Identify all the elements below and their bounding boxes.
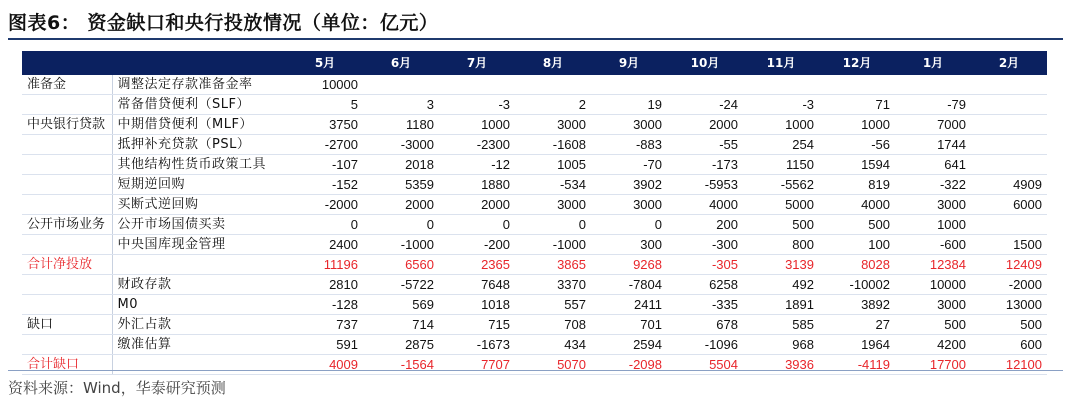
table-row [22, 195, 1047, 215]
category-cell [22, 335, 112, 355]
column-header: 7月 [439, 51, 515, 75]
value-cell: 3000 [591, 195, 667, 215]
value-cell: -3 [743, 95, 819, 115]
category-cell [22, 135, 112, 155]
table-row [22, 95, 1047, 115]
value-cell: 1000 [819, 115, 895, 135]
value-cell: 1500 [971, 235, 1047, 255]
value-cell: 500 [971, 315, 1047, 335]
value-cell: 3370 [515, 275, 591, 295]
value-cell: 1018 [439, 295, 515, 315]
value-cell: 500 [743, 215, 819, 235]
value-cell: 0 [287, 215, 363, 235]
item-cell [112, 355, 287, 375]
value-cell: 715 [439, 315, 515, 335]
table-header-row [22, 51, 1047, 75]
value-cell: -107 [287, 155, 363, 175]
value-cell: -24 [667, 95, 743, 115]
value-cell: 1000 [895, 215, 971, 235]
value-cell: 71 [819, 95, 895, 115]
value-cell: 0 [439, 215, 515, 235]
column-header: 6月 [363, 51, 439, 75]
value-cell: 17700 [895, 355, 971, 375]
value-cell: -1673 [439, 335, 515, 355]
value-cell [895, 75, 971, 95]
column-header: 10月 [667, 51, 743, 75]
value-cell: -3000 [363, 135, 439, 155]
value-cell: 6560 [363, 255, 439, 275]
value-cell: 2810 [287, 275, 363, 295]
column-header: 12月 [819, 51, 895, 75]
category-cell [22, 235, 112, 255]
value-cell: -3 [439, 95, 515, 115]
value-cell: 7648 [439, 275, 515, 295]
value-cell: 492 [743, 275, 819, 295]
value-cell: 12409 [971, 255, 1047, 275]
item-cell: 中央国库现金管理 [112, 235, 287, 255]
value-cell [591, 75, 667, 95]
value-cell: 591 [287, 335, 363, 355]
category-cell [22, 195, 112, 215]
value-cell: -56 [819, 135, 895, 155]
value-cell: 2875 [363, 335, 439, 355]
value-cell [971, 115, 1047, 135]
value-cell: 819 [819, 175, 895, 195]
value-cell: 12100 [971, 355, 1047, 375]
table-row [22, 315, 1047, 335]
value-cell: 557 [515, 295, 591, 315]
value-cell: 968 [743, 335, 819, 355]
value-cell: -10002 [819, 275, 895, 295]
value-cell [971, 75, 1047, 95]
value-cell: 0 [591, 215, 667, 235]
category-cell [22, 155, 112, 175]
value-cell: 4000 [819, 195, 895, 215]
item-cell: 买断式逆回购 [112, 195, 287, 215]
table-row [22, 175, 1047, 195]
category-cell: 公开市场业务 [22, 215, 112, 235]
value-cell: 1000 [743, 115, 819, 135]
item-cell: 常备借贷便利（SLF） [112, 95, 287, 115]
value-cell: 678 [667, 315, 743, 335]
value-cell: -4119 [819, 355, 895, 375]
value-cell: 714 [363, 315, 439, 335]
table-row [22, 235, 1047, 255]
total-row [22, 355, 1047, 375]
value-cell: -305 [667, 255, 743, 275]
column-header: 5月 [287, 51, 363, 75]
value-cell: -322 [895, 175, 971, 195]
value-cell: -70 [591, 155, 667, 175]
value-cell: 2411 [591, 295, 667, 315]
value-cell: 19 [591, 95, 667, 115]
value-cell [515, 75, 591, 95]
value-cell: -152 [287, 175, 363, 195]
value-cell: -55 [667, 135, 743, 155]
value-cell: 7000 [895, 115, 971, 135]
value-cell: -200 [439, 235, 515, 255]
item-cell: 财政存款 [112, 275, 287, 295]
value-cell: 3000 [591, 115, 667, 135]
value-cell: 4009 [287, 355, 363, 375]
value-cell: 2 [515, 95, 591, 115]
value-cell: 4000 [667, 195, 743, 215]
item-cell: 中期借贷便利（MLF） [112, 115, 287, 135]
value-cell: -2300 [439, 135, 515, 155]
value-cell: 2365 [439, 255, 515, 275]
value-cell: -12 [439, 155, 515, 175]
value-cell: 100 [819, 235, 895, 255]
value-cell: 3936 [743, 355, 819, 375]
page-title: 图表6： 资金缺口和央行投放情况（单位：亿元） [8, 12, 439, 34]
column-header: 2月 [971, 51, 1047, 75]
category-cell [22, 175, 112, 195]
value-cell: 6000 [971, 195, 1047, 215]
value-cell: 1964 [819, 335, 895, 355]
value-cell: 3000 [515, 195, 591, 215]
column-header: 8月 [515, 51, 591, 75]
value-cell: 2000 [439, 195, 515, 215]
table-row [22, 155, 1047, 175]
value-cell: 2018 [363, 155, 439, 175]
value-cell: 600 [971, 335, 1047, 355]
value-cell: -1000 [515, 235, 591, 255]
value-cell: 1180 [363, 115, 439, 135]
value-cell: 641 [895, 155, 971, 175]
value-cell: 1150 [743, 155, 819, 175]
header-blank [22, 51, 112, 75]
value-cell: 3000 [895, 195, 971, 215]
bottom-divider [8, 370, 1063, 371]
value-cell [819, 75, 895, 95]
value-cell: -5953 [667, 175, 743, 195]
table-row [22, 115, 1047, 135]
value-cell: 3 [363, 95, 439, 115]
value-cell: -5562 [743, 175, 819, 195]
value-cell: -128 [287, 295, 363, 315]
value-cell: -300 [667, 235, 743, 255]
value-cell [971, 155, 1047, 175]
value-cell [667, 75, 743, 95]
value-cell [971, 95, 1047, 115]
category-cell: 中央银行贷款 [22, 115, 112, 135]
value-cell: -7804 [591, 275, 667, 295]
item-cell: 抵押补充贷款（PSL） [112, 135, 287, 155]
value-cell: 500 [895, 315, 971, 335]
value-cell: 4200 [895, 335, 971, 355]
table-row [22, 215, 1047, 235]
item-cell: 其他结构性货币政策工具 [112, 155, 287, 175]
value-cell: 701 [591, 315, 667, 335]
value-cell: 1000 [439, 115, 515, 135]
value-cell: 3892 [819, 295, 895, 315]
funding-gap-table [22, 51, 1047, 375]
value-cell: 2000 [363, 195, 439, 215]
value-cell: 5070 [515, 355, 591, 375]
value-cell: 27 [819, 315, 895, 335]
item-cell [112, 255, 287, 275]
value-cell: 9268 [591, 255, 667, 275]
value-cell [743, 75, 819, 95]
value-cell: 1880 [439, 175, 515, 195]
value-cell: 3000 [895, 295, 971, 315]
value-cell: 0 [515, 215, 591, 235]
value-cell: 6258 [667, 275, 743, 295]
header-blank [112, 51, 287, 75]
title-divider [8, 38, 1063, 40]
value-cell: 13000 [971, 295, 1047, 315]
value-cell: 3902 [591, 175, 667, 195]
value-cell: 1594 [819, 155, 895, 175]
category-cell [22, 95, 112, 115]
category-cell: 准备金 [22, 75, 112, 95]
value-cell: -1096 [667, 335, 743, 355]
value-cell: 2000 [667, 115, 743, 135]
value-cell: -2000 [971, 275, 1047, 295]
value-cell: 300 [591, 235, 667, 255]
value-cell: 8028 [819, 255, 895, 275]
table-row [22, 275, 1047, 295]
value-cell: 3000 [515, 115, 591, 135]
total-row [22, 255, 1047, 275]
item-cell: 调整法定存款准备金率 [112, 75, 287, 95]
value-cell [439, 75, 515, 95]
value-cell: 10000 [287, 75, 363, 95]
value-cell: -1608 [515, 135, 591, 155]
value-cell: -883 [591, 135, 667, 155]
value-cell: 708 [515, 315, 591, 335]
item-cell: 外汇占款 [112, 315, 287, 335]
column-header: 1月 [895, 51, 971, 75]
value-cell: 737 [287, 315, 363, 335]
value-cell: 3139 [743, 255, 819, 275]
value-cell [971, 215, 1047, 235]
column-header: 11月 [743, 51, 819, 75]
value-cell: 1005 [515, 155, 591, 175]
value-cell: 1891 [743, 295, 819, 315]
item-cell: 公开市场国债买卖 [112, 215, 287, 235]
value-cell: 2400 [287, 235, 363, 255]
value-cell: 800 [743, 235, 819, 255]
value-cell [971, 135, 1047, 155]
value-cell: 200 [667, 215, 743, 235]
category-cell: 缺口 [22, 315, 112, 335]
column-header: 9月 [591, 51, 667, 75]
value-cell: 0 [363, 215, 439, 235]
value-cell: 434 [515, 335, 591, 355]
value-cell: 5 [287, 95, 363, 115]
value-cell: -2000 [287, 195, 363, 215]
table-row [22, 335, 1047, 355]
item-cell: 缴准估算 [112, 335, 287, 355]
source-note: 资料来源：Wind，华泰研究预测 [8, 379, 226, 397]
item-cell: 短期逆回购 [112, 175, 287, 195]
value-cell: 1744 [895, 135, 971, 155]
category-cell: 合计净投放 [22, 255, 112, 275]
value-cell: 2594 [591, 335, 667, 355]
value-cell: -79 [895, 95, 971, 115]
value-cell: 11196 [287, 255, 363, 275]
value-cell: -335 [667, 295, 743, 315]
table-row [22, 75, 1047, 95]
value-cell: -2700 [287, 135, 363, 155]
value-cell: 5504 [667, 355, 743, 375]
value-cell: -1564 [363, 355, 439, 375]
value-cell: 569 [363, 295, 439, 315]
value-cell: -5722 [363, 275, 439, 295]
category-cell: 合计缺口 [22, 355, 112, 375]
value-cell: 7707 [439, 355, 515, 375]
table-row [22, 295, 1047, 315]
value-cell: 254 [743, 135, 819, 155]
item-cell: M0 [112, 295, 287, 315]
value-cell: -1000 [363, 235, 439, 255]
value-cell: 12384 [895, 255, 971, 275]
value-cell: 500 [819, 215, 895, 235]
value-cell: -2098 [591, 355, 667, 375]
value-cell: -534 [515, 175, 591, 195]
value-cell: 10000 [895, 275, 971, 295]
value-cell: 3750 [287, 115, 363, 135]
category-cell [22, 275, 112, 295]
value-cell: 5000 [743, 195, 819, 215]
table-row [22, 135, 1047, 155]
value-cell: -173 [667, 155, 743, 175]
value-cell: 3865 [515, 255, 591, 275]
value-cell [363, 75, 439, 95]
value-cell: 4909 [971, 175, 1047, 195]
value-cell: -600 [895, 235, 971, 255]
value-cell: 585 [743, 315, 819, 335]
table-body [22, 75, 1047, 375]
value-cell: 5359 [363, 175, 439, 195]
category-cell [22, 295, 112, 315]
